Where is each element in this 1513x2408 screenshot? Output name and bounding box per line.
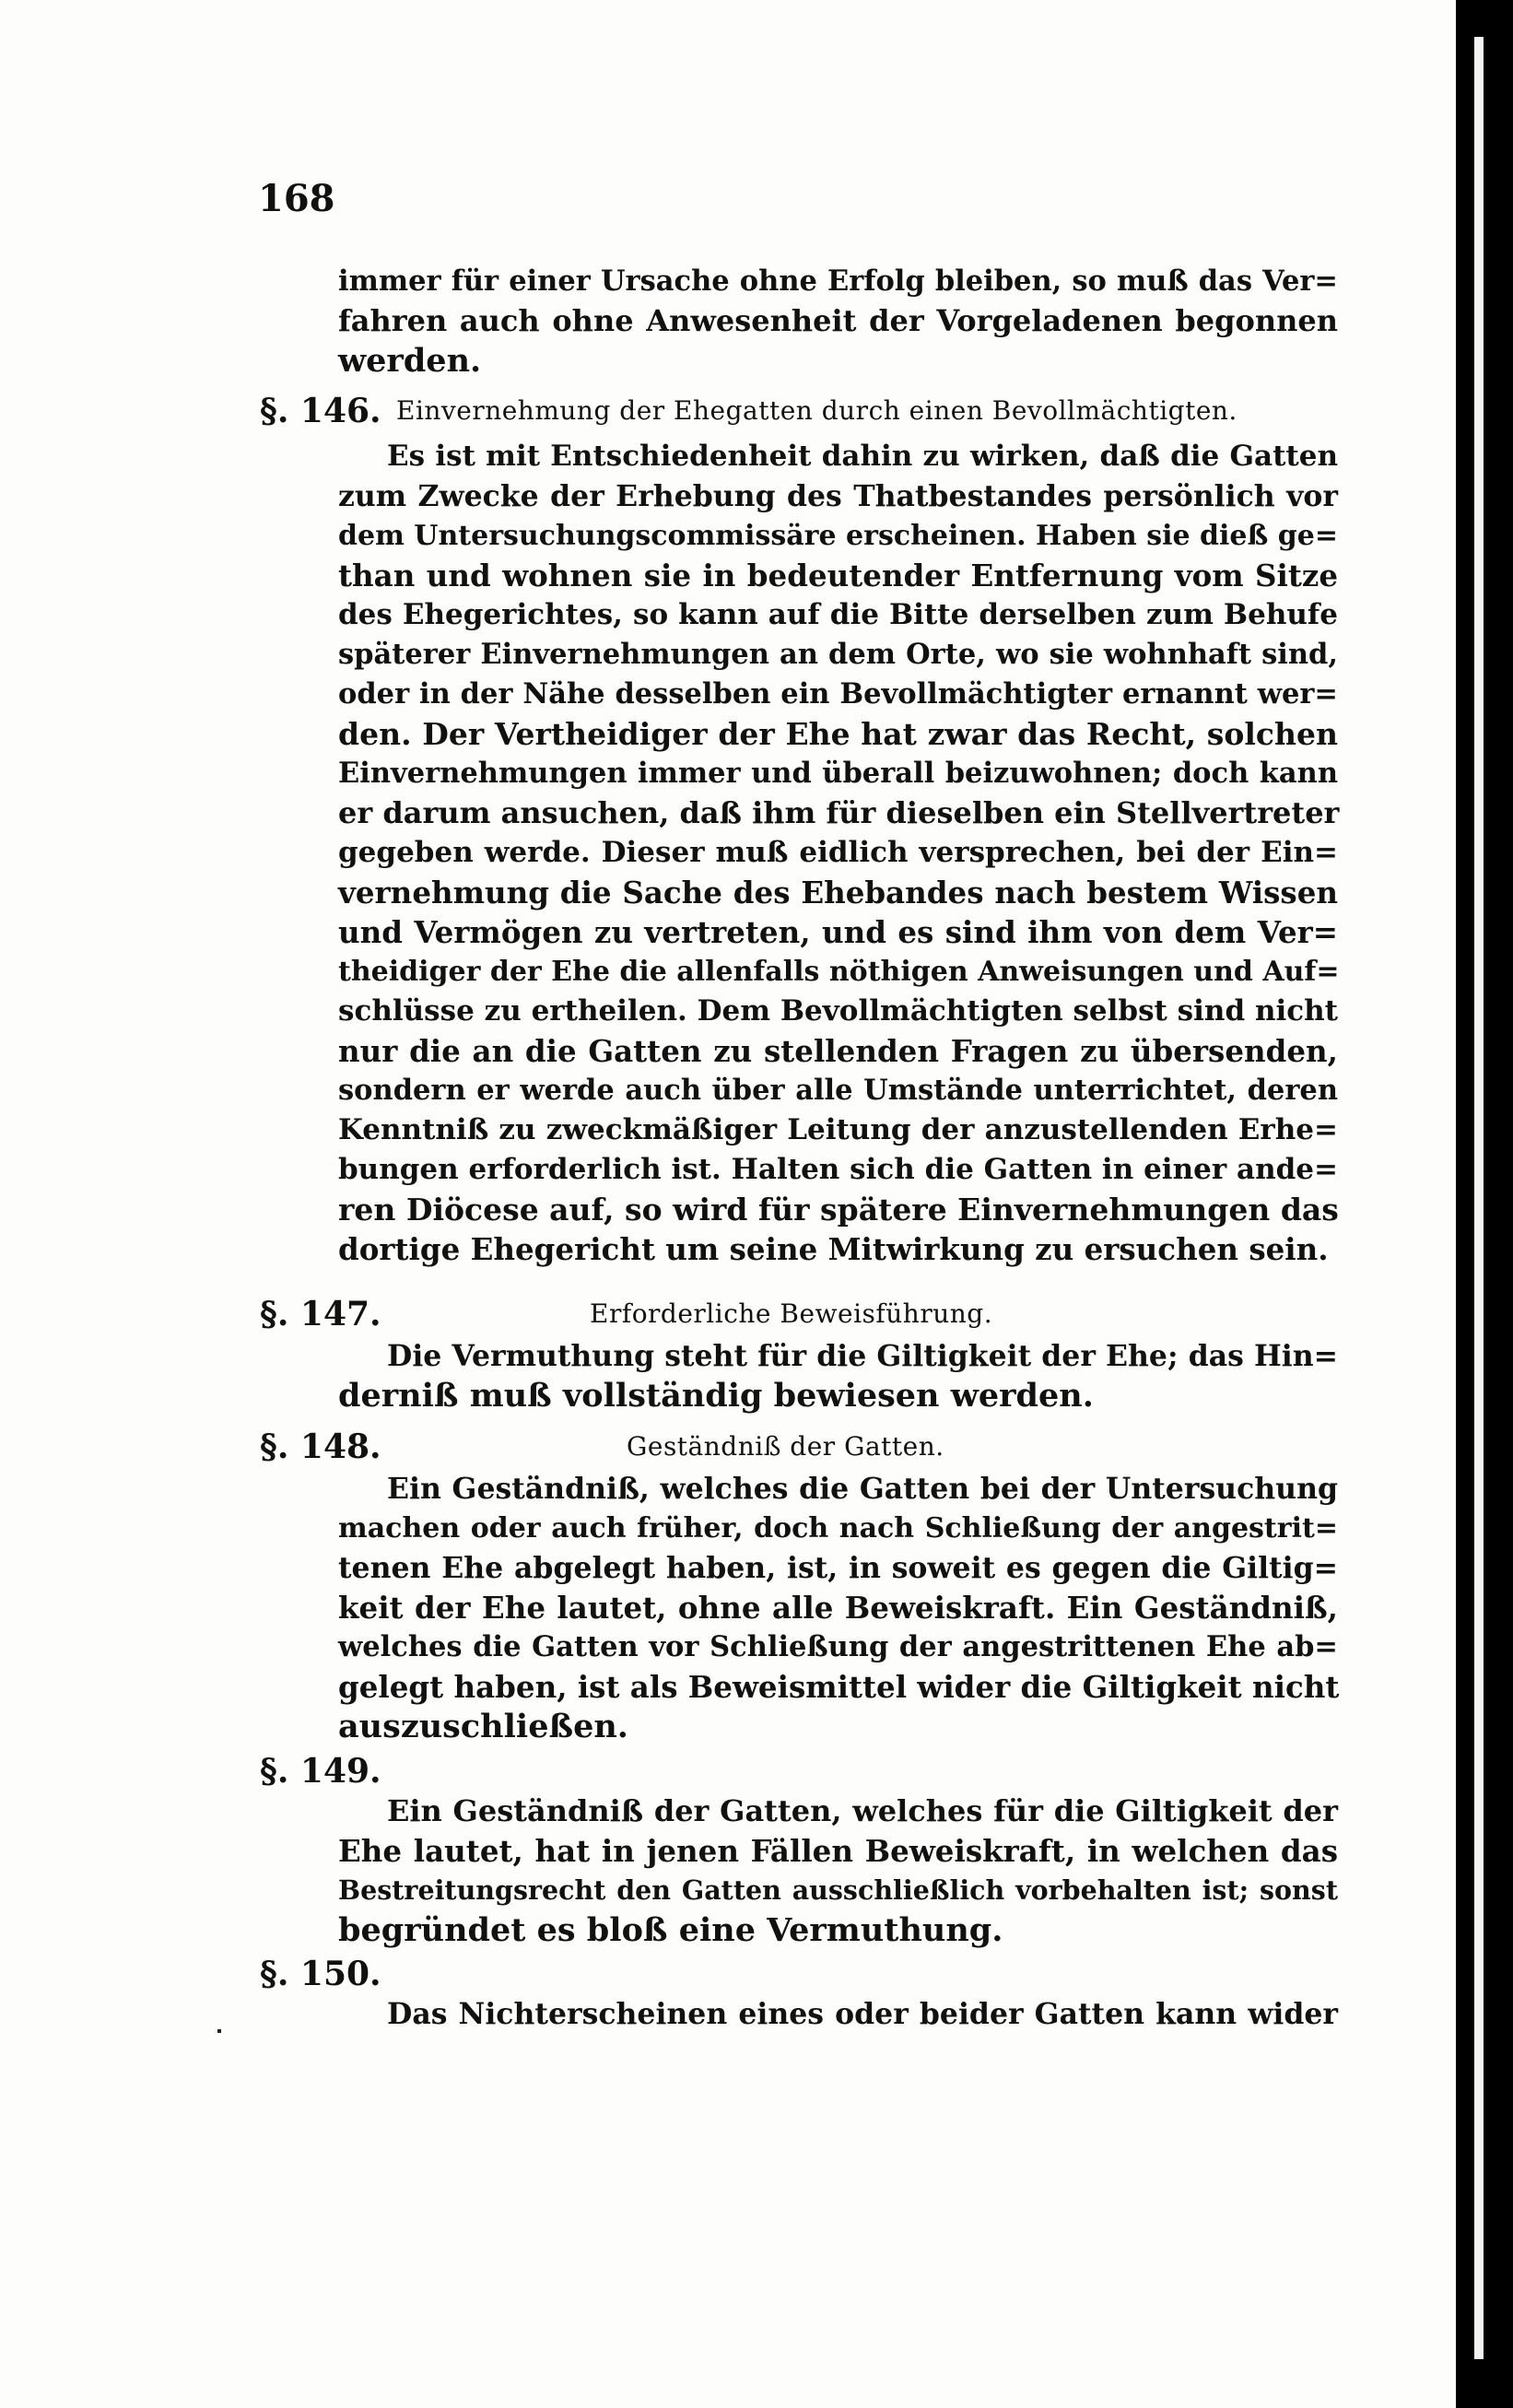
text-line: auszuschließen. bbox=[338, 1708, 628, 1745]
text-line: Ein Geständniß der Gatten, welches für die Giltigkeit der bbox=[387, 1793, 1338, 1828]
text-line: begründet es bloß eine Vermuthung. bbox=[338, 1911, 1003, 1949]
section-number: §. 150. bbox=[260, 1955, 381, 1993]
text-line: des Ehegerichtes, so kann auf die Bitte derselben zum Behufe bbox=[338, 598, 1338, 631]
section-number: §. 146. bbox=[260, 392, 381, 430]
section-title: Einvernehmung der Ehegatten durch einen Bevollmächtigten. bbox=[396, 395, 1237, 426]
text-line: theidiger der Ehe die allenfalls nöthigen Anweisungen und Auf= bbox=[338, 956, 1340, 988]
text-line: Das Nichterscheinen eines oder beider Gatten kann wider bbox=[387, 1997, 1338, 2031]
text-line: dortige Ehegericht um seine Mitwirkung zu ersuchen sein. bbox=[338, 1231, 1329, 1267]
text-line: zum Zwecke der Erhebung des Thatbestandes persönlich vor bbox=[338, 479, 1338, 513]
text-line: machen oder auch früher, doch nach Schließung der angestrit= bbox=[338, 1512, 1338, 1545]
text-line: werden. bbox=[338, 342, 482, 380]
page-number: 168 bbox=[258, 177, 335, 220]
text-line: Einvernehmungen immer und überall beizuwohnen; doch kann bbox=[338, 757, 1338, 790]
section-title: Erforderliche Beweisführung. bbox=[590, 1298, 993, 1329]
text-line: derniß muß vollständig bewiesen werden. bbox=[338, 1377, 1094, 1415]
text-line: Die Vermuthung steht für die Giltigkeit der Ehe; das Hin= bbox=[387, 1339, 1338, 1373]
text-line: dem Untersuchungscommissäre erscheinen. Haben sie dieß ge= bbox=[338, 520, 1338, 552]
text-line: Ein Geständniß, welches die Gatten bei der Untersuchung bbox=[387, 1472, 1338, 1506]
text-line: than und wohnen sie in bedeutender Entfernung vom Sitze bbox=[338, 558, 1338, 593]
text-line: fahren auch ohne Anwesenheit der Vorgeladenen begonnen bbox=[338, 303, 1338, 338]
section-number: §. 147. bbox=[260, 1295, 381, 1333]
text-line: keit der Ehe lautet, ohne alle Beweiskraft. Ein Geständniß, bbox=[338, 1590, 1338, 1626]
section-title: Geständniß der Gatten. bbox=[627, 1431, 944, 1462]
text-line: oder in der Nähe desselben ein Bevollmächtigter ernannt wer= bbox=[338, 677, 1338, 711]
section-number: §. 149. bbox=[260, 1752, 381, 1791]
text-line: Ehe lautet, hat in jenen Fällen Beweiskraft, in welchen das bbox=[338, 1833, 1338, 1869]
text-line: welches die Gatten vor Schließung der angestrittenen Ehe ab= bbox=[338, 1630, 1338, 1663]
text-line: er darum ansuchen, daß ihm für dieselben ein Stellvertreter bbox=[338, 795, 1340, 830]
section-number: §. 148. bbox=[260, 1427, 381, 1466]
text-line: nur die an die Gatten zu stellenden Fragen zu übersenden, bbox=[338, 1033, 1338, 1069]
adjacent-page-edge bbox=[1474, 37, 1484, 2359]
text-line: bungen erforderlich ist. Halten sich die Gatten in einer ande= bbox=[338, 1153, 1338, 1186]
text-line: Es ist mit Entschiedenheit dahin zu wirken, daß die Gatten bbox=[387, 440, 1338, 473]
text-line: und Vermögen zu vertreten, und es sind ihm von dem Ver= bbox=[338, 914, 1338, 950]
text-line: ren Diöcese auf, so wird für spätere Einvernehmungen das bbox=[338, 1192, 1339, 1227]
text-line: sondern er werde auch über alle Umstände unterrichtet, deren bbox=[338, 1074, 1338, 1107]
text-line: vernehmung die Sache des Ehebandes nach bestem Wissen bbox=[338, 875, 1338, 910]
scan-speck bbox=[217, 2029, 221, 2033]
text-line: Kenntniß zu zweckmäßiger Leitung der anzustellenden Erhe= bbox=[338, 1113, 1338, 1146]
text-line: immer für einer Ursache ohne Erfolg bleiben, so muß das Ver= bbox=[338, 264, 1338, 298]
text-line: gegeben werde. Dieser muß eidlich versprechen, bei der Ein= bbox=[338, 836, 1338, 869]
text-line: tenen Ehe abgelegt haben, ist, in soweit es gegen die Giltig= bbox=[338, 1551, 1338, 1585]
text-line: Bestreitungsrecht den Gatten ausschließlich vorbehalten ist; sonst bbox=[338, 1874, 1338, 1906]
text-line: späterer Einvernehmungen an dem Orte, wo sie wohnhaft sind, bbox=[338, 638, 1338, 671]
text-line: gelegt haben, ist als Beweismittel wider die Giltigkeit nicht bbox=[338, 1669, 1340, 1705]
text-line: den. Der Vertheidiger der Ehe hat zwar das Recht, solchen bbox=[338, 716, 1338, 752]
text-line: schlüsse zu ertheilen. Dem Bevollmächtigten selbst sind nicht bbox=[338, 994, 1338, 1028]
